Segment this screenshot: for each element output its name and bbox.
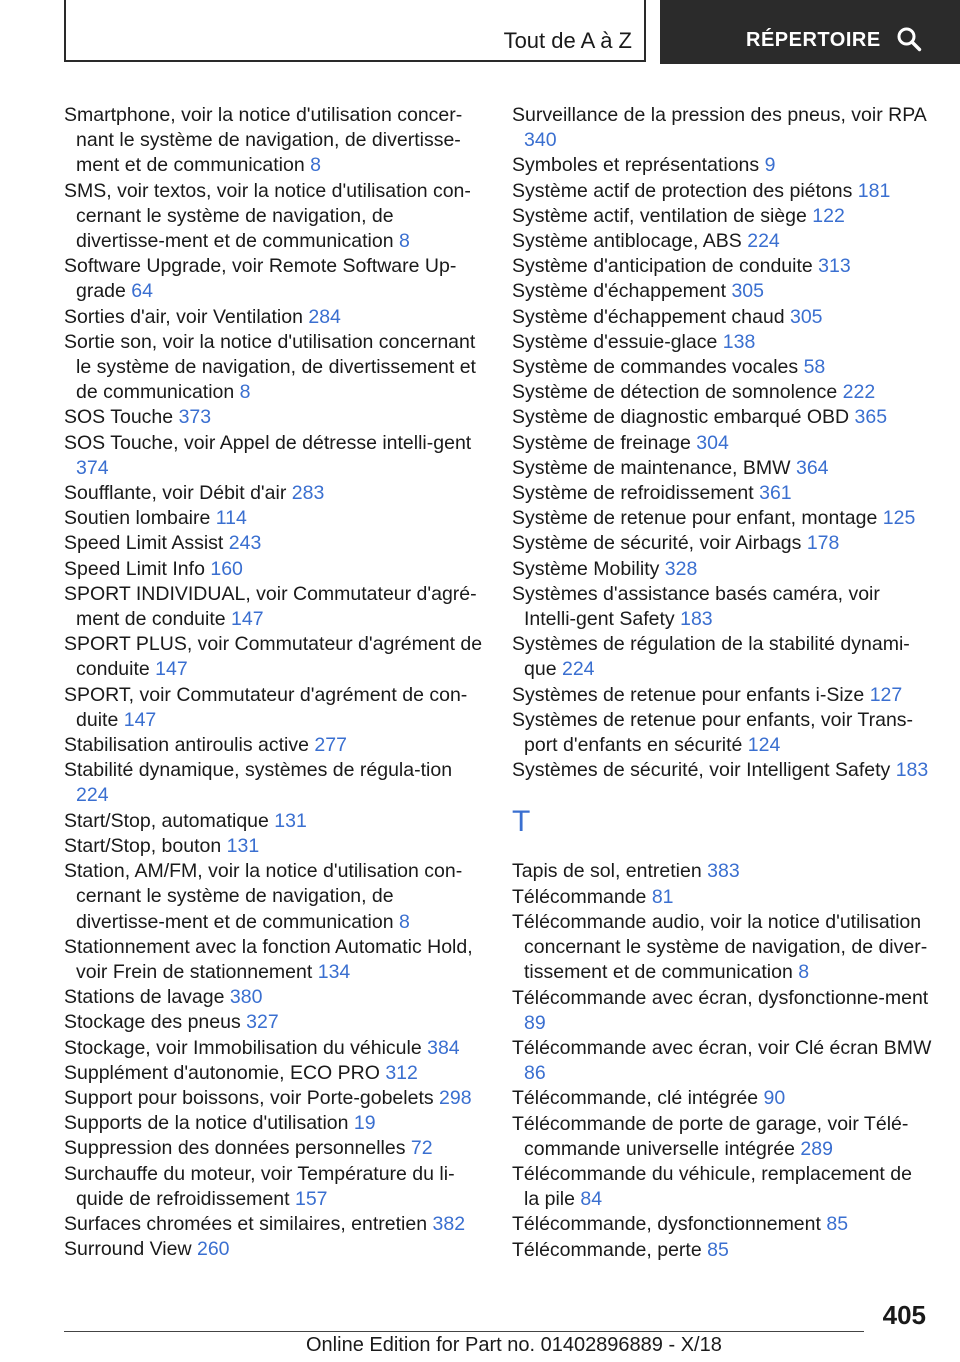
index-entry bbox=[64, 1111, 484, 1136]
index-entry-text: Stockage, voir Immobilisation du véhicule bbox=[64, 1036, 422, 1059]
page-reference-link[interactable]: 85 bbox=[826, 1213, 849, 1236]
index-entry bbox=[64, 103, 484, 179]
index-entry-text: Système de sécurité, voir Airbags bbox=[512, 532, 802, 555]
page-reference-link[interactable]: 277 bbox=[314, 734, 347, 757]
index-entry bbox=[512, 506, 932, 531]
index-entry bbox=[512, 986, 932, 1036]
index-entry-text: Supplément d'autonomie, ECO PRO bbox=[64, 1061, 380, 1084]
index-entry-text: SOS Touche, voir Appel de détresse intelli-gent bbox=[64, 431, 472, 454]
page-reference-link[interactable]: 9 bbox=[764, 154, 776, 177]
index-entry-text: Systèmes d'assistance basés caméra, voir Intelli-gent Safety bbox=[512, 582, 880, 631]
index-entry bbox=[64, 859, 484, 935]
index-entry bbox=[512, 557, 932, 582]
page-reference-link[interactable]: 85 bbox=[707, 1238, 729, 1261]
index-entry bbox=[64, 582, 484, 632]
index-entry-text: Tapis de sol, entretien bbox=[512, 860, 702, 883]
page-reference-link[interactable]: 147 bbox=[123, 708, 157, 731]
index-entry-text: Système de commandes vocales bbox=[512, 356, 799, 379]
index-entry bbox=[64, 985, 484, 1010]
page-reference-link[interactable]: 8 bbox=[398, 230, 410, 253]
index-entry bbox=[512, 330, 932, 355]
index-entry bbox=[512, 1238, 932, 1263]
page-reference-link[interactable]: 340 bbox=[524, 129, 557, 152]
index-entry bbox=[512, 153, 932, 178]
page-reference-link[interactable]: 147 bbox=[155, 658, 188, 681]
page-reference-link[interactable]: 90 bbox=[763, 1087, 786, 1110]
page-reference-link[interactable]: 86 bbox=[524, 1062, 546, 1085]
index-entry bbox=[512, 229, 932, 254]
index-entry-text: Télécommande, clé intégrée bbox=[512, 1087, 759, 1110]
index-entry-text: Télécommande du véhicule, remplacement de la pile bbox=[512, 1162, 912, 1211]
index-entry-text: Système antiblocage, ABS bbox=[512, 230, 742, 253]
index-entry-text: Supports de la notice d'utilisation bbox=[64, 1112, 349, 1135]
index-entry bbox=[512, 431, 932, 456]
page-reference-link[interactable]: 181 bbox=[857, 179, 891, 202]
footer-edition: Online Edition for Part no. 01402896889 - X/18 bbox=[306, 1334, 722, 1356]
index-entry bbox=[64, 1162, 484, 1212]
index-entry-text: Stabilité dynamique, systèmes de régula-tion bbox=[64, 759, 453, 782]
page-reference-link[interactable]: 125 bbox=[882, 507, 916, 530]
index-entry bbox=[512, 179, 932, 204]
index-entry bbox=[512, 1162, 932, 1212]
index-entry-text: Télécommande avec écran, dysfonctionne-ment bbox=[512, 986, 929, 1009]
page-reference-link[interactable]: 283 bbox=[291, 482, 325, 505]
index-entry-text: Start/Stop, bouton bbox=[64, 834, 222, 857]
page-reference-link[interactable]: 131 bbox=[226, 834, 260, 857]
index-entry bbox=[64, 758, 484, 808]
index-entry bbox=[64, 506, 484, 531]
index-column-right bbox=[512, 103, 932, 1263]
index-entry-text: Speed Limit Info bbox=[64, 557, 205, 580]
index-entry-text: Système d'échappement chaud bbox=[512, 305, 785, 328]
index-entry-text: SOS Touche bbox=[64, 406, 174, 429]
page-reference-link[interactable]: 114 bbox=[215, 507, 247, 530]
index-entry-text: Systèmes de sécurité, voir Intelligent Safety bbox=[512, 759, 891, 782]
index-entry-text: Système de maintenance, BMW bbox=[512, 456, 791, 479]
page-reference-link[interactable]: 284 bbox=[308, 305, 341, 328]
page-reference-link[interactable]: 131 bbox=[274, 809, 307, 832]
index-entry-text: SMS, voir textos, voir la notice d'utilisation con-cernant le système de navigation, de divertisse-ment et de communication bbox=[64, 179, 471, 253]
index-entry bbox=[512, 254, 932, 279]
index-entry-text: Systèmes de retenue pour enfants i-Size bbox=[512, 683, 865, 706]
index-entry bbox=[64, 1061, 484, 1086]
index-entry-text: Télécommande bbox=[512, 885, 647, 908]
index-entry bbox=[512, 380, 932, 405]
index-entry-text: Système de refroidissement bbox=[512, 482, 754, 505]
index-entry bbox=[64, 683, 484, 733]
page-reference-link[interactable]: 327 bbox=[246, 1011, 279, 1034]
page-reference-link[interactable]: 224 bbox=[76, 784, 109, 807]
page-reference-link[interactable]: 157 bbox=[294, 1187, 328, 1210]
page-reference-link[interactable]: 64 bbox=[131, 280, 153, 303]
index-entry-text: Sorties d'air, voir Ventilation bbox=[64, 305, 303, 328]
index-entry bbox=[64, 305, 484, 330]
index-entry bbox=[512, 355, 932, 380]
index-entry bbox=[512, 279, 932, 304]
page-reference-link[interactable]: 134 bbox=[317, 960, 351, 983]
index-entry bbox=[64, 1237, 484, 1262]
page-reference-link[interactable]: 328 bbox=[664, 557, 698, 580]
index-entry-text: Software Upgrade, voir Remote Software Up-grade bbox=[64, 255, 457, 303]
page-reference-link[interactable]: 147 bbox=[231, 608, 264, 631]
index-entry-text: Soufflante, voir Débit d'air bbox=[64, 482, 287, 505]
page-reference-link[interactable]: 380 bbox=[229, 986, 263, 1009]
page-reference-link[interactable]: 365 bbox=[854, 406, 888, 429]
page-reference-link[interactable]: 183 bbox=[680, 608, 713, 631]
index-entry bbox=[512, 305, 932, 330]
index-entry bbox=[512, 632, 932, 682]
index-entry bbox=[512, 531, 932, 556]
index-entry-text: SPORT PLUS, voir Commutateur d'agrément de conduite bbox=[64, 633, 483, 681]
index-entry bbox=[64, 1010, 484, 1035]
index-entry-text: Stabilisation antiroulis active bbox=[64, 734, 309, 757]
index-entry bbox=[512, 910, 932, 986]
page-reference-link[interactable]: 224 bbox=[747, 230, 780, 253]
page-reference-link[interactable]: 222 bbox=[842, 381, 876, 404]
index-entry bbox=[64, 531, 484, 556]
index-entry-text: Systèmes de retenue pour enfants, voir Trans-port d'enfants en sécurité bbox=[512, 708, 914, 757]
index-entry-text: Smartphone, voir la notice d'utilisation concer-nant le système de navigation, de divertisse-ment et de communication bbox=[64, 104, 463, 177]
index-entry bbox=[512, 405, 932, 430]
index-entry bbox=[512, 708, 932, 758]
index-entry-text: Suppression des données personnelles bbox=[64, 1137, 406, 1160]
page-reference-link[interactable]: 19 bbox=[353, 1112, 376, 1135]
index-entry bbox=[64, 179, 484, 255]
tab-index-label: RÉPERTOIRE bbox=[746, 29, 881, 51]
index-entry-text: Support pour boissons, voir Porte-gobelets bbox=[64, 1086, 434, 1109]
index-entry bbox=[64, 1136, 484, 1161]
index-entry-text: Sortie son, voir la notice d'utilisation concernant le système de navigation, de divertissement et de communication bbox=[64, 330, 476, 404]
index-entry bbox=[64, 632, 484, 682]
index-entry-text: Surround View bbox=[64, 1238, 192, 1261]
page-reference-link[interactable]: 127 bbox=[869, 683, 903, 706]
page-reference-link[interactable]: 84 bbox=[580, 1188, 603, 1211]
page-reference-link[interactable]: 289 bbox=[800, 1137, 833, 1160]
index-entry bbox=[512, 456, 932, 481]
page-reference-link[interactable]: 8 bbox=[310, 154, 321, 177]
page-reference-link[interactable]: 298 bbox=[439, 1086, 472, 1109]
page-reference-link[interactable]: 183 bbox=[895, 759, 929, 782]
index-entry-text: Start/Stop, automatique bbox=[64, 809, 269, 832]
index-entry bbox=[64, 733, 484, 758]
page-reference-link[interactable]: 260 bbox=[196, 1238, 230, 1261]
index-entry bbox=[64, 557, 484, 582]
page-reference-link[interactable]: 81 bbox=[651, 885, 674, 908]
index-list-s bbox=[512, 103, 932, 783]
index-entry-text: Télécommande de porte de garage, voir Télé-commande universelle intégrée bbox=[512, 1112, 909, 1160]
index-entry bbox=[64, 809, 484, 834]
tab-a-to-z[interactable] bbox=[64, 0, 646, 62]
page-reference-link[interactable]: 361 bbox=[759, 482, 792, 505]
index-entry bbox=[64, 481, 484, 506]
page-reference-link[interactable]: 305 bbox=[789, 305, 823, 328]
page-reference-link[interactable]: 224 bbox=[561, 658, 595, 681]
index-entry bbox=[64, 935, 484, 985]
index-entry bbox=[512, 758, 932, 783]
index-entry bbox=[64, 254, 484, 304]
page-header bbox=[0, 0, 960, 66]
index-entry bbox=[512, 683, 932, 708]
page-reference-link[interactable]: 364 bbox=[795, 456, 829, 479]
index-entry bbox=[64, 834, 484, 859]
index-entry-text: Système Mobility bbox=[512, 557, 660, 580]
index-entry bbox=[512, 481, 932, 506]
index-entry bbox=[512, 885, 932, 910]
index-entry-text: Système actif, ventilation de siège bbox=[512, 204, 807, 227]
index-entry bbox=[64, 330, 484, 406]
index-entry bbox=[512, 204, 932, 229]
index-column-left bbox=[64, 103, 484, 1262]
page-reference-link[interactable]: 138 bbox=[722, 330, 756, 353]
page-reference-link[interactable]: 384 bbox=[427, 1036, 460, 1059]
index-entry bbox=[512, 1112, 932, 1162]
index-entry-text: Télécommande, dysfonctionnement bbox=[512, 1213, 821, 1236]
index-entry-text: Surchauffe du moteur, voir Température du li-quide de refroidissement bbox=[64, 1162, 455, 1210]
page-reference-link[interactable]: 58 bbox=[803, 356, 826, 379]
tab-a-to-z-label: Tout de A à Z bbox=[503, 28, 632, 53]
index-entry bbox=[64, 431, 484, 481]
index-entry bbox=[64, 1036, 484, 1061]
footer-divider bbox=[64, 1331, 864, 1332]
page-reference-link[interactable]: 383 bbox=[707, 860, 740, 883]
index-entry-text: Système actif de protection des piétons bbox=[512, 179, 853, 202]
tab-index[interactable] bbox=[660, 0, 960, 64]
index-entry bbox=[512, 859, 932, 884]
index-entry-text: SPORT, voir Commutateur d'agrément de con-duite bbox=[64, 683, 468, 731]
index-entry-text: Stockage des pneus bbox=[64, 1011, 241, 1034]
index-entry-text: Système d'anticipation de conduite bbox=[512, 255, 813, 278]
page-reference-link[interactable]: 160 bbox=[210, 557, 243, 580]
index-entry-text: Télécommande audio, voir la notice d'utilisation concernant le système de navigation, de diver-tissement et de communication bbox=[512, 910, 928, 984]
index-entry-text: Système d'échappement bbox=[512, 280, 727, 303]
index-entry-text: Stationnement avec la fonction Automatic Hold, voir Frein de stationnement bbox=[64, 935, 473, 983]
index-entry-text: Système de diagnostic embarqué OBD bbox=[512, 406, 850, 429]
search-icon[interactable] bbox=[896, 26, 922, 52]
page-reference-link[interactable]: 382 bbox=[432, 1212, 466, 1235]
index-entry bbox=[64, 1212, 484, 1237]
page-reference-link[interactable]: 122 bbox=[812, 204, 845, 227]
index-entry-text: Système de retenue pour enfant, montage bbox=[512, 507, 878, 530]
page-reference-link[interactable]: 373 bbox=[178, 406, 212, 429]
index-entry bbox=[64, 405, 484, 430]
page-reference-link[interactable]: 8 bbox=[398, 910, 410, 933]
page-reference-link[interactable]: 8 bbox=[239, 381, 251, 404]
index-entry-text: Surfaces chromées et similaires, entretien bbox=[64, 1212, 428, 1235]
page-reference-link[interactable]: 312 bbox=[385, 1061, 418, 1084]
index-entry bbox=[64, 1086, 484, 1111]
index-entry-text: Système de freinage bbox=[512, 431, 691, 454]
index-entry-text: Système d'essuie-glace bbox=[512, 330, 718, 353]
index-list-t bbox=[512, 859, 932, 1262]
index-entry bbox=[512, 582, 932, 632]
page-reference-link[interactable]: 72 bbox=[410, 1137, 433, 1160]
page-reference-link[interactable]: 305 bbox=[731, 280, 764, 303]
index-entry-text: Speed Limit Assist bbox=[64, 532, 224, 555]
page-reference-link[interactable]: 313 bbox=[818, 255, 851, 278]
page-reference-link[interactable]: 304 bbox=[696, 431, 729, 454]
index-entry bbox=[512, 1212, 932, 1237]
index-entry-text: Station, AM/FM, voir la notice d'utilisation con-cernant le système de navigation, de divertisse-ment et de communication bbox=[64, 860, 463, 933]
index-entry bbox=[512, 1086, 932, 1111]
page-number: 405 bbox=[882, 1300, 926, 1330]
page-reference-link[interactable]: 8 bbox=[798, 961, 810, 984]
page-reference-link[interactable]: 124 bbox=[747, 734, 781, 757]
index-entry-text: Télécommande avec écran, voir Clé écran BMW bbox=[512, 1036, 932, 1059]
index-entry bbox=[512, 1036, 932, 1086]
index-entry-text: Télécommande, perte bbox=[512, 1238, 702, 1261]
index-entry-text: Systèmes de régulation de la stabilité dynami-que bbox=[512, 633, 910, 681]
index-entry-text: Surveillance de la pression des pneus, voir RPA bbox=[512, 104, 926, 126]
index-entry bbox=[512, 103, 932, 153]
page-reference-link[interactable]: 243 bbox=[228, 532, 262, 555]
index-entry-text: Symboles et représentations bbox=[512, 154, 760, 177]
index-entry-text: Stations de lavage bbox=[64, 986, 225, 1009]
section-letter: T bbox=[512, 805, 531, 839]
index-entry-text: Système de détection de somnolence bbox=[512, 381, 838, 404]
page-reference-link[interactable]: 89 bbox=[524, 1011, 546, 1034]
page-reference-link[interactable]: 374 bbox=[76, 456, 109, 479]
index-entry-text: SPORT INDIVIDUAL, voir Commutateur d'agré-ment de conduite bbox=[64, 582, 477, 631]
index-entry-text: Soutien lombaire bbox=[64, 507, 211, 530]
page-reference-link[interactable]: 178 bbox=[806, 532, 840, 555]
